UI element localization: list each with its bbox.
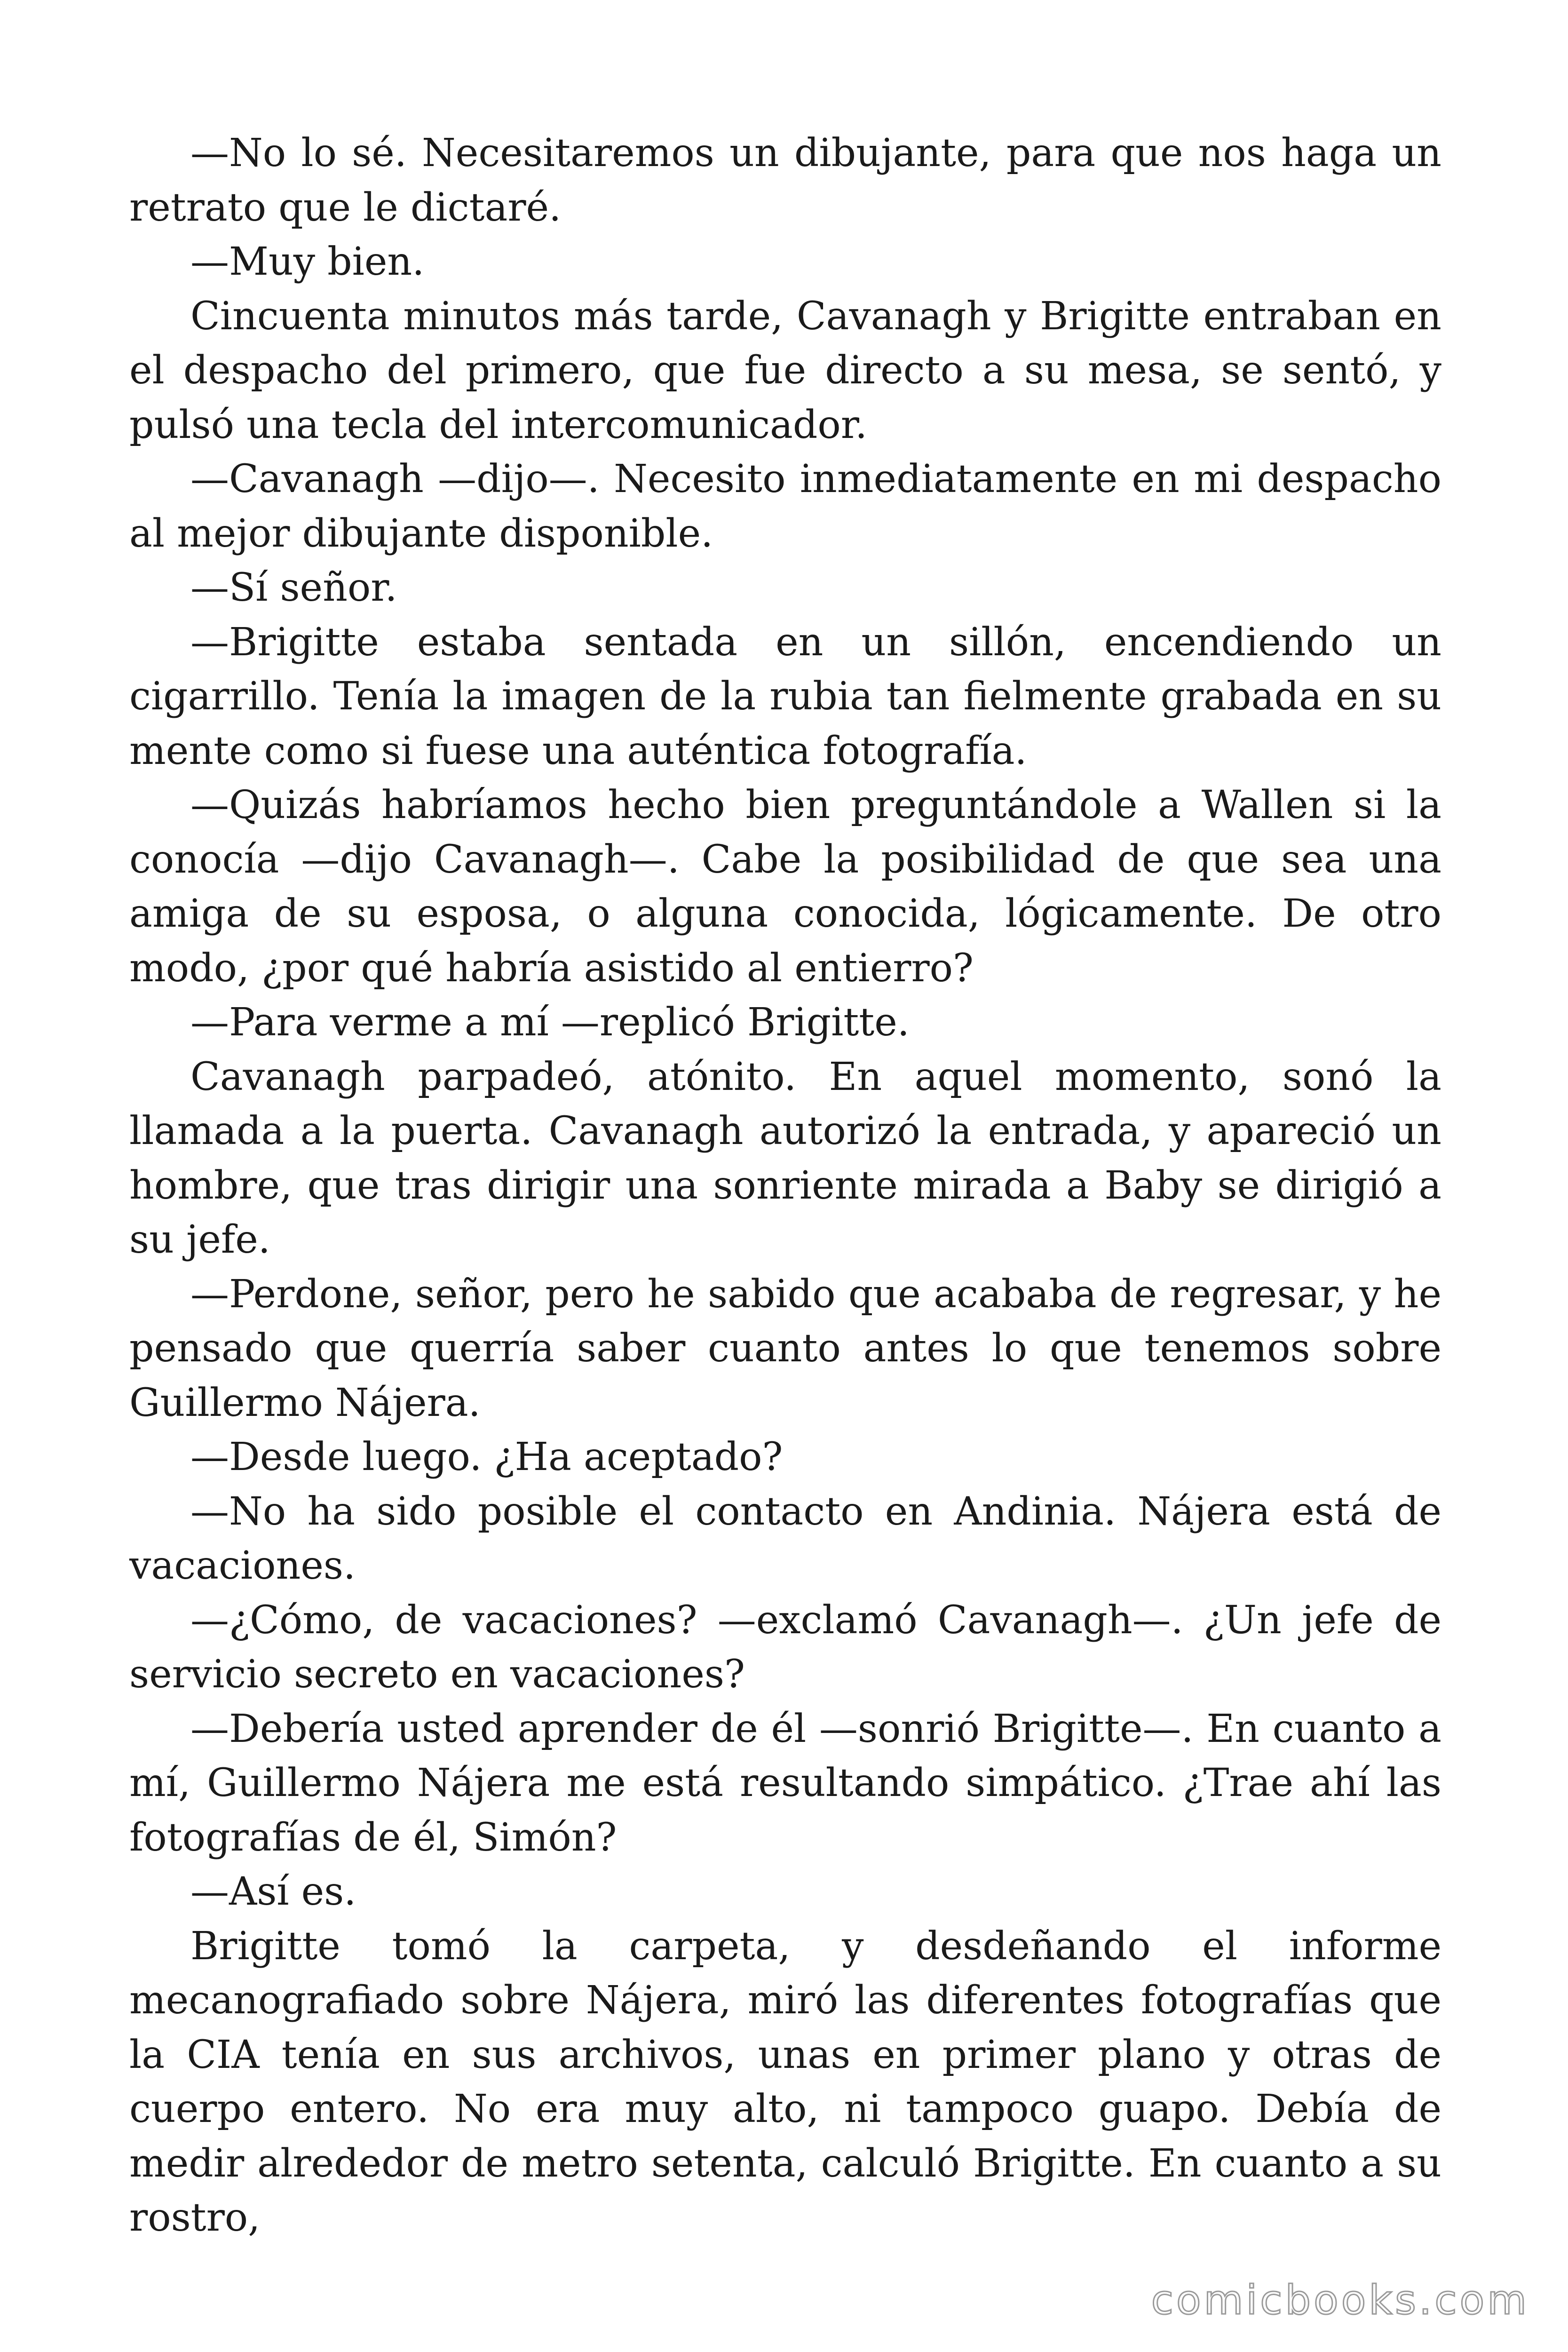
paragraph: —Cavanagh —dijo—. Necesito inmediatamente en mi despacho al mejor dibujante disponible.	[129, 457, 1441, 556]
paragraph: —No ha sido posible el contacto en Andinia. Nájera está de vacaciones.	[129, 1489, 1441, 1588]
paragraph: —Perdone, señor, pero he sabido que acababa de regresar, y he pensado que querría saber cuanto antes lo que tenemos sobre Guillermo Nájera.	[129, 1271, 1441, 1425]
paragraph: —Debería usted aprender de él —sonrió Brigitte—. En cuanto a mí, Guillermo Nájera me está resultando simpático. ¿Trae ahí las fotografías de él, Simón?	[129, 1706, 1441, 1860]
watermark-logo: comicbooks.com	[1151, 2277, 1529, 2324]
paragraph: —Desde luego. ¿Ha aceptado?	[190, 1435, 783, 1479]
paragraph: —Para verme a mí —replicó Brigitte.	[190, 1000, 910, 1045]
paragraph: —Quizás habríamos hecho bien preguntándole a Wallen si la conocía —dijo Cavanagh—. Cabe la posibilidad de que sea una amiga de su esposa, o alguna conocida, lógicamente. De otro modo, ¿por qué habría asistido al entierro?	[129, 783, 1441, 991]
paragraph: —Brigitte estaba sentada en un sillón, encendiendo un cigarrillo. Tenía la imagen de la rubia tan fielmente grabada en su mente como si fuese una auténtica fotografía.	[129, 620, 1441, 773]
paragraph: Cavanagh parpadeó, atónito. En aquel momento, sonó la llamada a la puerta. Cavanagh autorizó la entrada, y apareció un hombre, que tras dirigir una sonriente mirada a Baby se dirigió a su jefe.	[129, 1054, 1441, 1262]
paragraph: —No lo sé. Necesitaremos un dibujante, para que nos haga un retrato que le dictaré.	[129, 131, 1441, 230]
paragraph: —Así es.	[190, 1869, 356, 1914]
paragraph: Brigitte tomó la carpeta, y desdeñando el informe mecanografiado sobre Nájera, miró las diferentes fotografías que la CIA tenía en sus archivos, unas en primer plano y otras de cuerpo entero. No era muy alto, ni tampoco guapo. Debía de medir alrededor de metro setenta, calculó Brigitte. En cuanto a su rostro,	[129, 1923, 1441, 2240]
paragraph: —Muy bien.	[190, 239, 425, 284]
paragraph: —¿Cómo, de vacaciones? —exclamó Cavanagh—. ¿Un jefe de servicio secreto en vacaciones?	[129, 1597, 1441, 1697]
paragraph: Cincuenta minutos más tarde, Cavanagh y Brigitte entraban en el despacho del primero, que fue directo a su mesa, se sentó, y pulsó una tecla del intercomunicador.	[129, 294, 1441, 447]
page-body	[129, 126, 1441, 2245]
paragraph: —Sí señor.	[190, 565, 397, 610]
